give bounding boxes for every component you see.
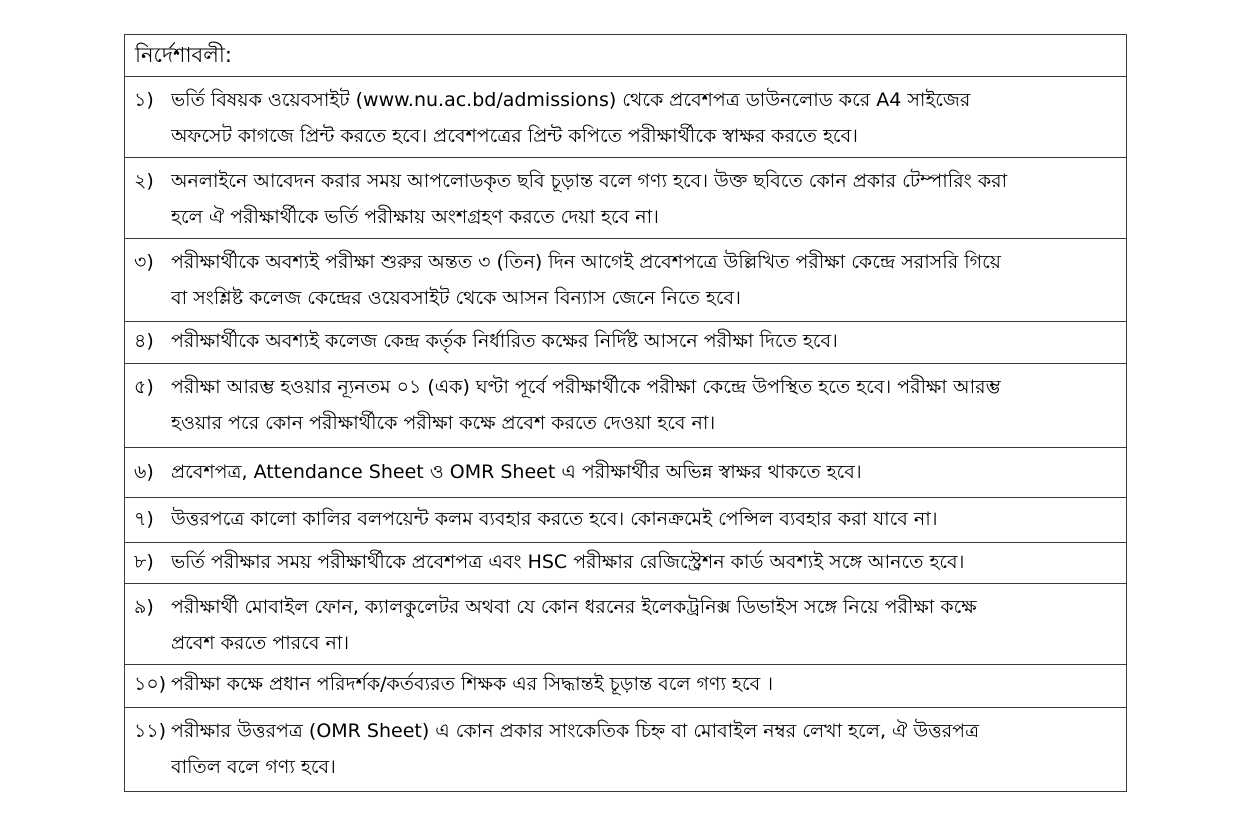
instruction-item-6 xyxy=(125,448,1126,498)
instruction-item-1 xyxy=(125,77,1126,158)
instruction-number: ৯) xyxy=(134,596,154,618)
instruction-text xyxy=(171,668,1112,700)
instruction-line: পরীক্ষা কক্ষে প্রধান পরিদর্শক/কর্তব্যরত শিক্ষক এর সিদ্ধান্তই চূড়ান্ত বলে গণ্য হবে । xyxy=(171,673,774,695)
instruction-text xyxy=(171,456,1112,488)
instruction-line: হলে ঐ পরীক্ষার্থীকে ভর্তি পরীক্ষায় অংশগ্রহণ করতে দেয়া হবে না। xyxy=(171,206,659,228)
instruction-text xyxy=(171,546,1112,578)
instruction-text xyxy=(171,369,1112,441)
instruction-number: ৪) xyxy=(134,330,154,352)
instruction-line: বাতিল বলে গণ্য হবে। xyxy=(171,756,336,778)
instruction-item-4 xyxy=(125,322,1126,364)
instruction-line: পরীক্ষা আরম্ভ হওয়ার ন্যূনতম ০১ (এক) ঘণ্টা পূর্বে পরীক্ষার্থীকে পরীক্ষা কেন্দ্রে উপস্থিত হতে হবে। পরীক্ষা আরম্ভ xyxy=(171,376,1001,398)
instruction-text xyxy=(171,503,1112,535)
instruction-line: প্রবেশ করতে পারবে না। xyxy=(171,632,350,654)
instruction-number: ১) xyxy=(134,89,154,111)
instruction-item-7 xyxy=(125,498,1126,543)
instruction-item-8 xyxy=(125,543,1126,584)
instruction-line: অনলাইনে আবেদন করার সময় আপলোডকৃত ছবি চূড়ান্ত বলে গণ্য হবে। উক্ত ছবিতে কোন প্রকার টেম্পারিং করা xyxy=(171,170,1008,192)
instruction-number: ২) xyxy=(134,170,154,192)
instruction-line: পরীক্ষার্থীকে অবশ্যই কলেজ কেন্দ্র কর্তৃক নির্ধারিত কক্ষের নির্দিষ্ট আসনে পরীক্ষা দিতে হবে। xyxy=(171,330,838,352)
instruction-line: ভর্তি পরীক্ষার সময় পরীক্ষার্থীকে প্রবেশপত্র এবং HSC পরীক্ষার রেজিস্ট্রেশন কার্ড অবশ্যই সঙ্গে আনতে হবে। xyxy=(171,551,965,573)
instruction-item-11 xyxy=(125,708,1126,793)
instruction-number: ৮) xyxy=(134,551,154,573)
instruction-text xyxy=(171,163,1112,235)
instruction-text xyxy=(171,589,1112,661)
instruction-item-5 xyxy=(125,364,1126,448)
instruction-line: হওয়ার পরে কোন পরীক্ষার্থীকে পরীক্ষা কক্ষে প্রবেশ করতে দেওয়া হবে না। xyxy=(171,412,716,434)
instructions-title: নির্দেশাবলী: xyxy=(135,43,232,67)
instruction-item-10 xyxy=(125,665,1126,708)
instruction-number: ৭) xyxy=(134,508,154,530)
instruction-number: ৩) xyxy=(134,251,154,273)
instruction-number: ৬) xyxy=(134,461,154,483)
instruction-item-2 xyxy=(125,158,1126,239)
instruction-number: ১১) xyxy=(134,720,167,742)
instructions-box xyxy=(124,34,1127,792)
instruction-number: ৫) xyxy=(134,376,154,398)
instruction-item-3 xyxy=(125,239,1126,322)
instruction-line: উত্তরপত্রে কালো কালির বলপয়েন্ট কলম ব্যবহার করতে হবে। কোনক্রমেই পেন্সিল ব্যবহার করা যাবে না। xyxy=(171,508,938,530)
instruction-text xyxy=(171,244,1112,316)
instruction-line: পরীক্ষার উত্তরপত্র (OMR Sheet) এ কোন প্রকার সাংকেতিক চিহ্ন বা মোবাইল নম্বর লেখা হলে, ঐ উত্তরপত্র xyxy=(171,720,980,742)
instructions-header xyxy=(125,35,1126,77)
instruction-number: ১০) xyxy=(134,673,167,695)
instruction-line: প্রবেশপত্র, Attendance Sheet ও OMR Sheet এ পরীক্ষার্থীর অভিন্ন স্বাক্ষর থাকতে হবে। xyxy=(171,461,862,483)
instruction-line: ভর্তি বিষয়ক ওয়েবসাইট (www.nu.ac.bd/admissions) থেকে প্রবেশপত্র ডাউনলোড করে A4 সাইজের xyxy=(171,89,971,111)
instruction-item-9 xyxy=(125,584,1126,665)
instruction-text xyxy=(171,325,1112,357)
instruction-text xyxy=(171,82,1112,154)
instruction-line: বা সংশ্লিষ্ট কলেজ কেন্দ্রের ওয়েবসাইট থেকে আসন বিন্যাস জেনে নিতে হবে। xyxy=(171,287,741,309)
instruction-line: পরীক্ষার্থীকে অবশ্যই পরীক্ষা শুরুর অন্তত ৩ (তিন) দিন আগেই প্রবেশপত্রে উল্লিখিত পরীক্ষা কেন্দ্রে সরাসরি গিয়ে xyxy=(171,251,1001,273)
instruction-line: পরীক্ষার্থী মোবাইল ফোন, ক্যালকুলেটর অথবা যে কোন ধরনের ইলেকট্রনিক্স ডিভাইস সঙ্গে নিয়ে পরীক্ষা কক্ষে xyxy=(171,596,977,618)
instruction-line: অফসেট কাগজে প্রিন্ট করতে হবে। প্রবেশপত্রের প্রিন্ট কপিতে পরীক্ষার্থীকে স্বাক্ষর করতে হবে। xyxy=(171,125,858,147)
instruction-text xyxy=(171,713,1112,785)
